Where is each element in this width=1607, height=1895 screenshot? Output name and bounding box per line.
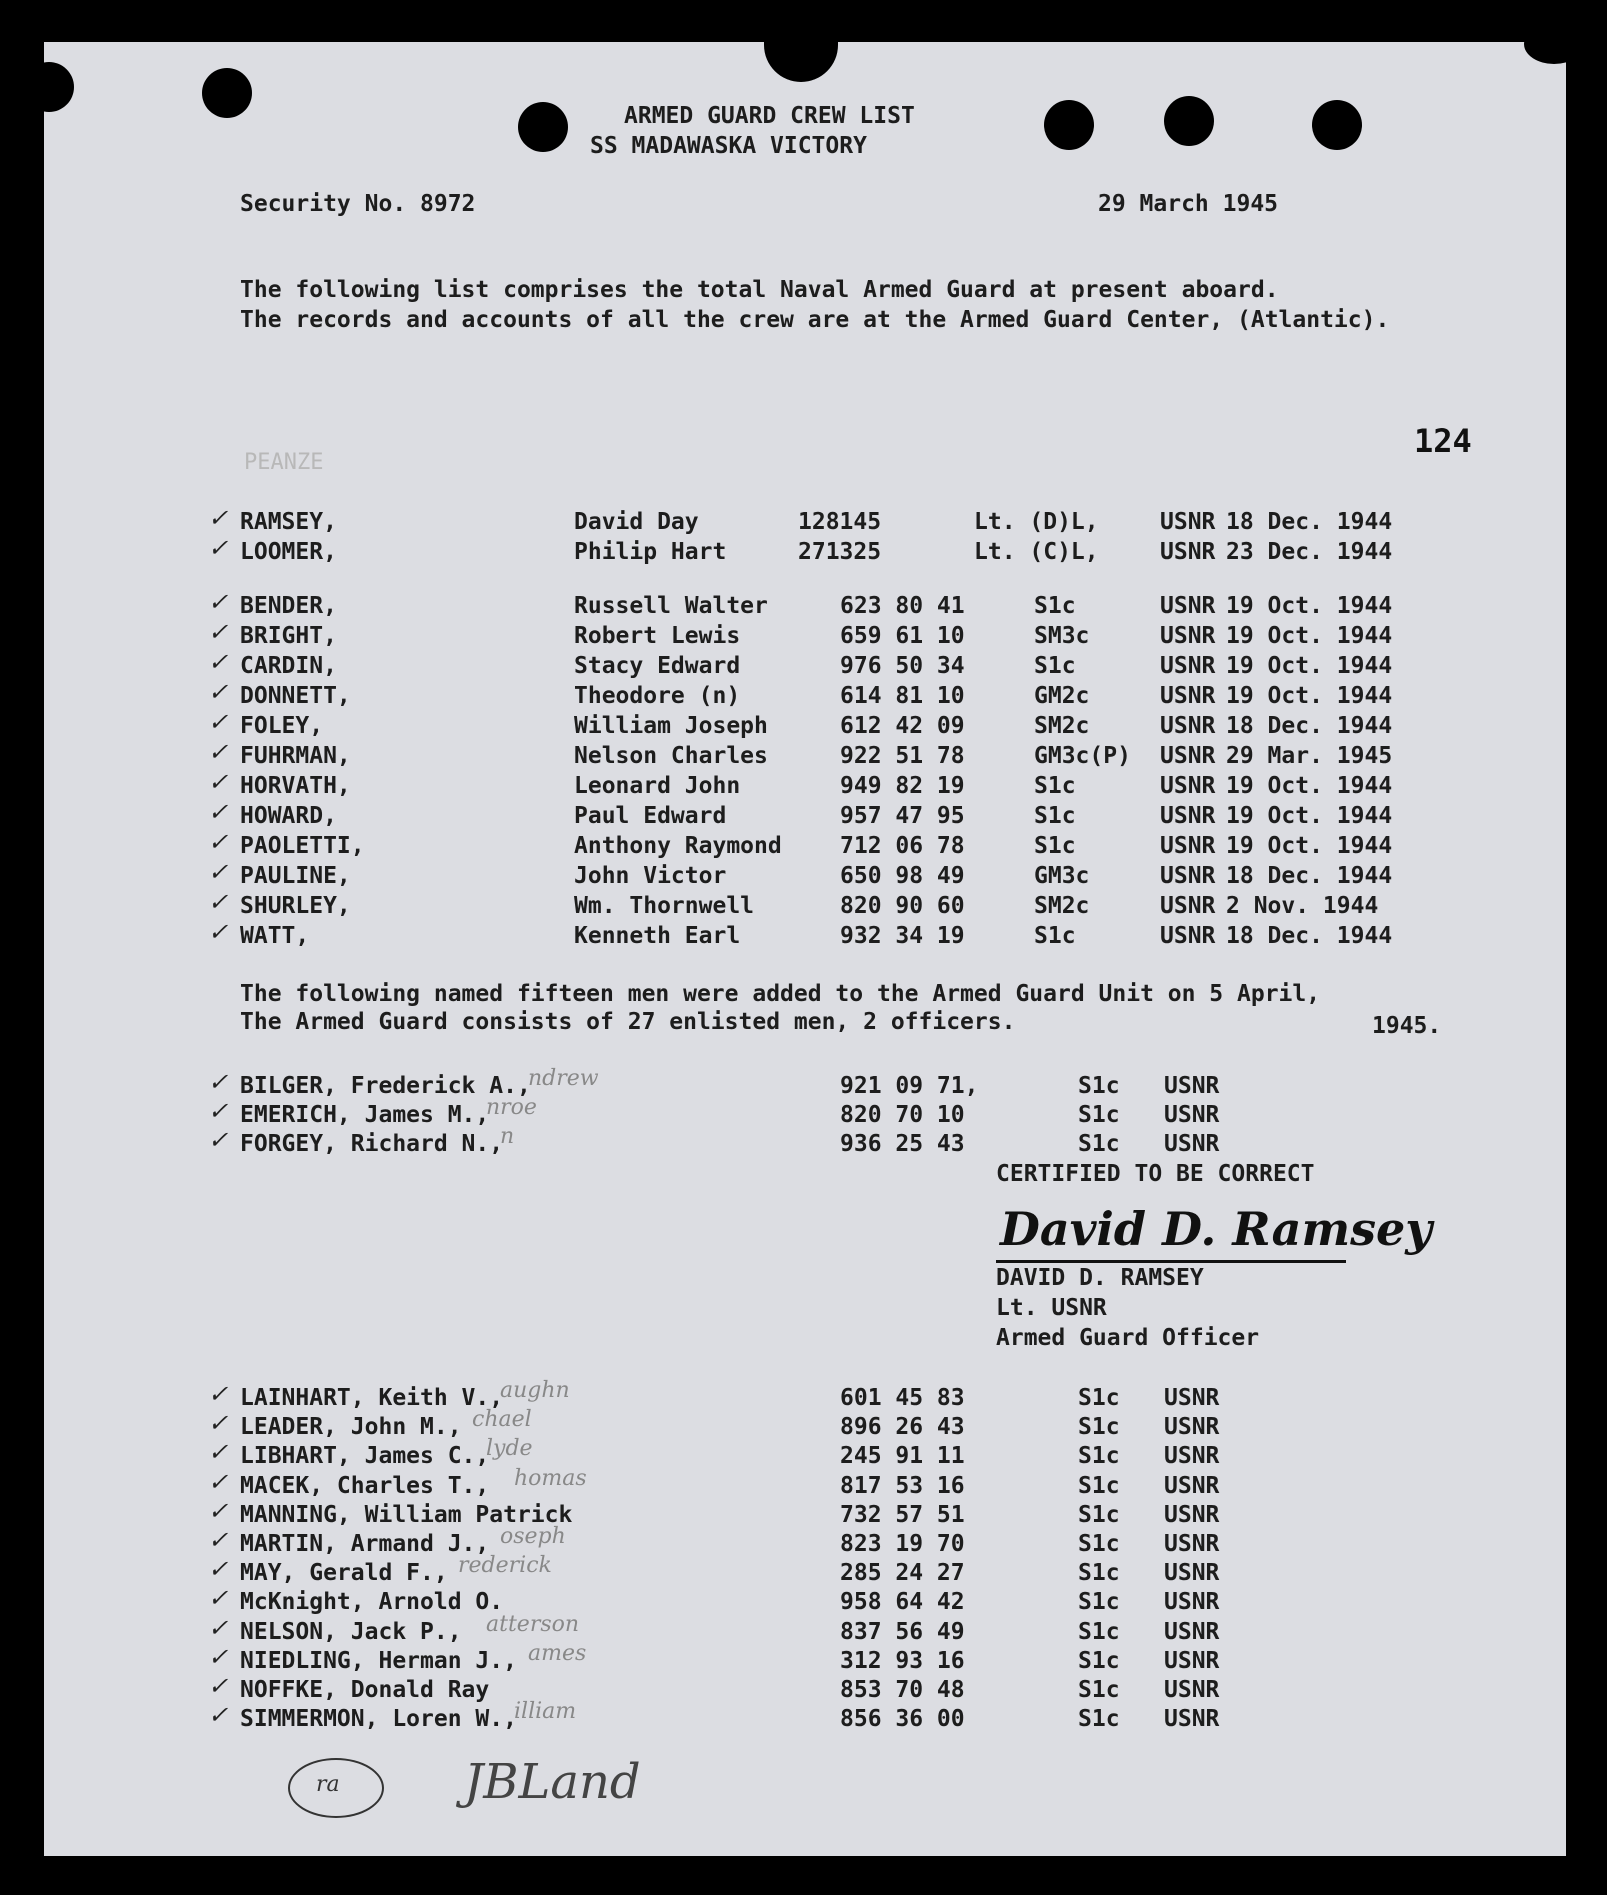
check-mark-icon: ✓ (206, 1380, 234, 1408)
punch-hole (24, 62, 74, 112)
signer-title: Armed Guard Officer (996, 1325, 1260, 1351)
crew-given-name: Theodore (n) (574, 683, 741, 709)
signer-rank: Lt. USNR (996, 1295, 1107, 1321)
crew-surname: PAULINE, (240, 863, 351, 889)
crew-name: LEADER, John M., (240, 1414, 462, 1441)
crew-surname: FUHRMAN, (240, 743, 351, 769)
crew-service-number: 712 06 78 (840, 833, 965, 859)
crew-report-date: 18 Dec. 1944 (1226, 863, 1393, 889)
crew-report-date: 19 Oct. 1944 (1226, 803, 1393, 829)
crew-given-name: Leonard John (574, 773, 741, 799)
check-mark-icon: ✓ (206, 828, 234, 856)
crew-report-date: 19 Oct. 1944 (1226, 773, 1393, 799)
handwritten-annotation: aughn (500, 1378, 570, 1403)
crew-given-name: William Joseph (574, 713, 768, 739)
crew-branch: USNR (1160, 893, 1216, 919)
crew-name: NIEDLING, Herman J., (240, 1647, 517, 1674)
crew-service-number: 921 09 71, (840, 1073, 979, 1099)
handwritten-annotation: atterson (486, 1611, 580, 1637)
check-mark-icon: ✓ (206, 888, 234, 916)
check-mark-icon: ✓ (206, 798, 234, 826)
crew-service-number: 614 81 10 (840, 683, 965, 709)
crew-service-number: 312 93 16 (840, 1647, 965, 1674)
crew-service-number: 285 24 27 (840, 1560, 965, 1587)
crew-rate: S1c (1034, 833, 1076, 859)
crew-surname: WATT, (240, 923, 310, 949)
intro-line-1: The following list comprises the total Naval Armed Guard at present aboard. (240, 277, 1279, 303)
punch-hole (202, 68, 252, 118)
doc-title: ARMED GUARD CREW LIST (624, 103, 915, 129)
handwritten-annotation: oseph (500, 1524, 566, 1549)
check-mark-icon: ✓ (206, 1409, 234, 1438)
crew-service-number: 271325 (798, 539, 882, 565)
crew-rate: S1c (1078, 1560, 1120, 1587)
handwritten-annotation: rederick (458, 1553, 552, 1579)
crew-surname: HORVATH, (240, 773, 351, 799)
crew-branch: USNR (1160, 713, 1216, 739)
check-mark-icon: ✓ (206, 1555, 234, 1584)
crew-service-number: 732 57 51 (840, 1501, 965, 1528)
crew-branch: USNR (1160, 773, 1216, 799)
crew-report-date: 18 Dec. 1944 (1226, 713, 1393, 739)
crew-given-name: Philip Hart (574, 539, 727, 565)
crew-rate: GM3c (1034, 863, 1090, 889)
check-mark-icon: ✓ (206, 918, 234, 946)
check-mark-icon: ✓ (206, 1584, 234, 1613)
crew-service-number: 601 45 83 (840, 1385, 965, 1411)
check-mark-icon: ✓ (206, 1526, 234, 1554)
crew-branch: USNR (1164, 1618, 1220, 1645)
crew-report-date: 2 Nov. 1944 (1226, 893, 1379, 919)
crew-name: MARTIN, Armand J., (240, 1531, 490, 1557)
crew-name: NELSON, Jack P., (240, 1618, 462, 1645)
check-mark-icon: ✓ (206, 1126, 234, 1154)
circled-mark: ra (288, 1758, 384, 1818)
crew-surname: HOWARD, (240, 803, 337, 829)
crew-name: EMERICH, James M., (240, 1102, 490, 1128)
faint-stamp: PEANZE (244, 450, 324, 475)
crew-branch: USNR (1164, 1472, 1220, 1499)
added-note-year: 1945. (1372, 1013, 1442, 1039)
check-mark-icon: ✓ (206, 1613, 234, 1642)
crew-name: NOFFKE, Donald Ray (240, 1677, 490, 1703)
crew-rate: Lt. (C)L, (974, 539, 1099, 565)
crew-surname: CARDIN, (240, 653, 337, 679)
crew-report-date: 18 Dec. 1944 (1226, 923, 1393, 949)
crew-name: MACEK, Charles T., (240, 1472, 490, 1499)
crew-surname: SHURLEY, (240, 893, 351, 919)
crew-name: LIBHART, James C., (240, 1443, 490, 1470)
crew-branch: USNR (1164, 1677, 1220, 1703)
crew-report-date: 19 Oct. 1944 (1226, 833, 1393, 859)
crew-branch: USNR (1160, 803, 1216, 829)
crew-service-number: 659 61 10 (840, 623, 965, 649)
crew-given-name: Robert Lewis (574, 623, 741, 649)
ship-name: SS MADAWASKA VICTORY (590, 133, 867, 159)
crew-service-number: 245 91 11 (840, 1443, 965, 1470)
crew-branch: USNR (1164, 1131, 1220, 1157)
crew-rate: S1c (1078, 1706, 1120, 1733)
check-mark-icon: ✓ (206, 504, 234, 532)
crew-rate: GM3c(P) (1034, 743, 1131, 769)
crew-name: MAY, Gerald F., (240, 1560, 448, 1587)
crew-given-name: John Victor (574, 863, 727, 889)
check-mark-icon: ✓ (206, 1438, 234, 1467)
check-mark-icon: ✓ (206, 648, 234, 676)
crew-branch: USNR (1164, 1706, 1220, 1733)
punch-hole (1164, 96, 1214, 146)
crew-branch: USNR (1164, 1385, 1220, 1411)
crew-service-number: 612 42 09 (840, 713, 965, 739)
check-mark-icon: ✓ (206, 708, 234, 736)
crew-service-number: 932 34 19 (840, 923, 965, 949)
crew-given-name: David Day (574, 509, 699, 535)
check-mark-icon: ✓ (206, 1496, 234, 1525)
crew-service-number: 853 70 48 (840, 1677, 965, 1703)
crew-rate: S1c (1034, 803, 1076, 829)
check-mark-icon: ✓ (206, 534, 234, 562)
torn-corner (1524, 24, 1584, 64)
crew-rate: SM2c (1034, 893, 1090, 919)
page-number: 124 (1414, 422, 1472, 460)
crew-rate: S1c (1078, 1073, 1120, 1099)
crew-surname: FOLEY, (240, 713, 324, 739)
check-mark-icon: ✓ (206, 588, 234, 616)
crew-branch: USNR (1160, 743, 1216, 769)
crew-surname: LOOMER, (240, 539, 337, 565)
torn-edge (764, 42, 838, 82)
crew-branch: USNR (1160, 923, 1216, 949)
crew-branch: USNR (1164, 1414, 1220, 1441)
crew-rate: S1c (1034, 593, 1076, 619)
crew-report-date: 23 Dec. 1944 (1226, 539, 1393, 565)
crew-name: McKnight, Arnold O. (240, 1589, 504, 1616)
crew-branch: USNR (1164, 1647, 1220, 1674)
punch-hole (1044, 100, 1094, 150)
crew-rate: S1c (1078, 1501, 1120, 1528)
document-date: 29 March 1945 (1098, 191, 1279, 217)
crew-surname: RAMSEY, (240, 509, 337, 535)
crew-branch: USNR (1164, 1501, 1220, 1528)
check-mark-icon: ✓ (206, 768, 234, 796)
crew-report-date: 29 Mar. 1945 (1226, 743, 1393, 769)
crew-service-number: 856 36 00 (840, 1706, 965, 1733)
crew-surname: BRIGHT, (240, 623, 337, 649)
punch-hole (518, 102, 568, 152)
crew-given-name: Nelson Charles (574, 743, 768, 769)
crew-rate: S1c (1078, 1647, 1120, 1674)
crew-report-date: 18 Dec. 1944 (1226, 509, 1393, 535)
crew-rate: S1c (1078, 1385, 1120, 1411)
check-mark-icon: ✓ (206, 678, 234, 706)
crew-rate: S1c (1078, 1472, 1120, 1499)
crew-report-date: 19 Oct. 1944 (1226, 653, 1393, 679)
crew-surname: BENDER, (240, 593, 337, 619)
crew-branch: USNR (1160, 683, 1216, 709)
crew-rate: S1c (1078, 1618, 1120, 1645)
document-page (44, 42, 1566, 1856)
crew-rate: SM3c (1034, 623, 1090, 649)
check-mark-icon: ✓ (206, 618, 234, 646)
crew-service-number: 958 64 42 (840, 1589, 965, 1616)
crew-branch: USNR (1164, 1589, 1220, 1616)
crew-branch: USNR (1164, 1443, 1220, 1470)
security-number: Security No. 8972 (240, 191, 476, 217)
crew-branch: USNR (1164, 1073, 1220, 1099)
crew-given-name: Anthony Raymond (574, 833, 782, 859)
crew-surname: DONNETT, (240, 683, 351, 709)
crew-rate: S1c (1034, 653, 1076, 679)
officer-signature: David D. Ramsey (1000, 1202, 1433, 1256)
crew-rate: S1c (1034, 773, 1076, 799)
crew-given-name: Stacy Edward (574, 653, 741, 679)
crew-rate: S1c (1078, 1531, 1120, 1557)
crew-name: MANNING, William Patrick (240, 1501, 573, 1528)
crew-given-name: Kenneth Earl (574, 923, 741, 949)
crew-branch: USNR (1160, 833, 1216, 859)
crew-service-number: 976 50 34 (840, 653, 965, 679)
crew-branch: USNR (1160, 653, 1216, 679)
handwritten-annotation: ndrew (528, 1066, 599, 1091)
crew-branch: USNR (1160, 593, 1216, 619)
crew-branch: USNR (1160, 509, 1216, 535)
crew-service-number: 936 25 43 (840, 1131, 965, 1157)
crew-service-number: 949 82 19 (840, 773, 965, 799)
certified-label: CERTIFIED TO BE CORRECT (996, 1161, 1315, 1187)
crew-service-number: 650 98 49 (840, 863, 965, 889)
check-mark-icon: ✓ (206, 1672, 234, 1700)
crew-branch: USNR (1164, 1102, 1220, 1128)
crew-service-number: 957 47 95 (840, 803, 965, 829)
crew-report-date: 19 Oct. 1944 (1226, 683, 1393, 709)
crew-rate: Lt. (D)L, (974, 509, 1099, 535)
added-note-line-2: The Armed Guard consists of 27 enlisted men, 2 officers. (240, 1009, 1016, 1035)
crew-branch: USNR (1164, 1531, 1220, 1557)
handwritten-annotation: ames (528, 1640, 587, 1666)
handwritten-initials: JBLand (464, 1754, 641, 1810)
handwritten-annotation: chael (472, 1407, 532, 1433)
signature-underline (996, 1260, 1346, 1263)
crew-rate: S1c (1078, 1443, 1120, 1470)
crew-name: SIMMERMON, Loren W., (240, 1706, 517, 1733)
added-note-line-1: The following named fifteen men were added to the Armed Guard Unit on 5 April, (240, 981, 1321, 1007)
crew-branch: USNR (1160, 863, 1216, 889)
check-mark-icon: ✓ (206, 1467, 234, 1496)
handwritten-annotation: nroe (486, 1095, 537, 1120)
handwritten-annotation: homas (514, 1465, 587, 1491)
crew-rate: S1c (1078, 1414, 1120, 1441)
crew-rate: S1c (1078, 1589, 1120, 1616)
intro-line-2: The records and accounts of all the crew are at the Armed Guard Center, (Atlantic). (240, 307, 1390, 333)
crew-branch: USNR (1160, 623, 1216, 649)
crew-surname: PAOLETTI, (240, 833, 365, 859)
check-mark-icon: ✓ (206, 1642, 234, 1671)
crew-service-number: 820 70 10 (840, 1102, 965, 1128)
crew-rate: GM2c (1034, 683, 1090, 709)
crew-rate: S1c (1078, 1131, 1120, 1157)
crew-name: LAINHART, Keith V., (240, 1385, 504, 1411)
crew-rate: S1c (1078, 1677, 1120, 1703)
crew-name: FORGEY, Richard N., (240, 1131, 504, 1157)
crew-rate: SM2c (1034, 713, 1090, 739)
crew-service-number: 623 80 41 (840, 593, 965, 619)
check-mark-icon: ✓ (206, 858, 234, 886)
check-mark-icon: ✓ (206, 1068, 234, 1096)
crew-report-date: 19 Oct. 1944 (1226, 593, 1393, 619)
crew-name: BILGER, Frederick A., (240, 1073, 531, 1099)
crew-branch: USNR (1160, 539, 1216, 565)
crew-service-number: 896 26 43 (840, 1414, 965, 1441)
crew-branch: USNR (1164, 1560, 1220, 1587)
handwritten-annotation: lyde (486, 1436, 533, 1462)
handwritten-annotation: illiam (514, 1699, 577, 1725)
crew-rate: S1c (1034, 923, 1076, 949)
signer-name: DAVID D. RAMSEY (996, 1265, 1204, 1291)
crew-service-number: 128145 (798, 509, 882, 535)
crew-given-name: Paul Edward (574, 803, 727, 829)
crew-given-name: Russell Walter (574, 593, 768, 619)
check-mark-icon: ✓ (206, 1097, 234, 1125)
check-mark-icon: ✓ (206, 738, 234, 766)
crew-rate: S1c (1078, 1102, 1120, 1128)
crew-given-name: Wm. Thornwell (574, 893, 755, 919)
crew-report-date: 19 Oct. 1944 (1226, 623, 1393, 649)
crew-service-number: 820 90 60 (840, 893, 965, 919)
punch-hole (1312, 100, 1362, 150)
crew-service-number: 922 51 78 (840, 743, 965, 769)
handwritten-annotation: n (500, 1124, 515, 1149)
crew-service-number: 817 53 16 (840, 1472, 965, 1499)
crew-service-number: 823 19 70 (840, 1531, 965, 1557)
crew-service-number: 837 56 49 (840, 1618, 965, 1645)
check-mark-icon: ✓ (206, 1701, 234, 1730)
